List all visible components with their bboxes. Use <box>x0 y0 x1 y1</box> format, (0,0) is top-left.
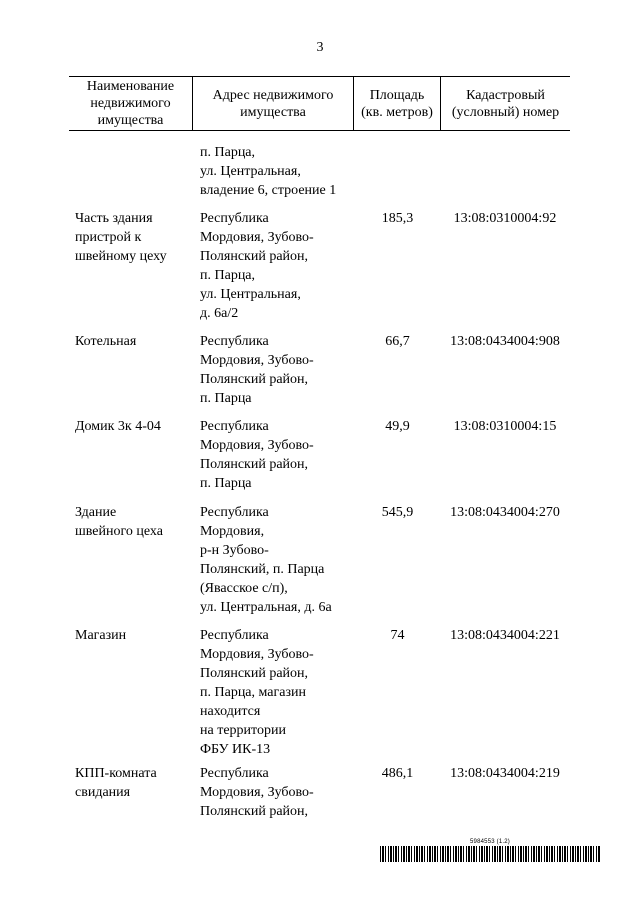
row-cadastral: 13:08:0434004:908 <box>450 334 560 349</box>
row-area: 66,7 <box>385 334 410 349</box>
row-cadastral: 13:08:0434004:219 <box>450 766 560 781</box>
row-name: КПП-комната свидания <box>75 766 157 800</box>
row-cadastral: 13:08:0434004:270 <box>450 505 560 520</box>
row-cadastral: 13:08:0310004:92 <box>453 211 557 226</box>
row-address: Республика Мордовия, р-н Зубово- Полянский, п. Парца (Явасское с/п), ул. Центральная, д. 6а <box>200 505 332 615</box>
row-name: Домик 3к 4-04 <box>75 419 161 434</box>
row-name: Котельная <box>75 334 137 349</box>
row-area: 185,3 <box>381 211 414 226</box>
row-area: 486,1 <box>381 766 414 781</box>
row-address: Республика Мордовия, Зубово- Полянский район, п. Парца <box>200 334 314 406</box>
row-name: Здание швейного цеха <box>75 505 163 539</box>
barcode-block <box>380 838 600 862</box>
row-cadastral: 13:08:0310004:15 <box>453 419 557 434</box>
row-cadastral: 13:08:0434004:221 <box>450 628 560 643</box>
barcode-icon <box>380 846 600 862</box>
header-cadastral: Кадастровый (условный) номер <box>451 87 560 120</box>
header-address: Адрес недвижимого имущества <box>212 87 334 120</box>
header-name: Наименование недвижимого имущества <box>86 79 175 128</box>
row-area: 545,9 <box>381 505 414 520</box>
page-number: 3 <box>316 40 324 55</box>
row-area: 49,9 <box>385 419 410 434</box>
table-header <box>69 76 570 131</box>
row-area: 74 <box>390 628 405 643</box>
row-address: Республика Мордовия, Зубово- Полянский район, п. Парца, магазин находится на территории ФБУ ИК-13 <box>200 628 314 757</box>
row-address: Республика Мордовия, Зубово- Полянский район, <box>200 766 314 819</box>
row-address: Республика Мордовия, Зубово- Полянский район, п. Парца <box>200 419 314 491</box>
row-address: п. Парца, ул. Центральная, владение 6, строение 1 <box>200 145 337 198</box>
row-address: Республика Мордовия, Зубово- Полянский район, п. Парца, ул. Центральная, д. 6а/2 <box>200 211 314 321</box>
row-name: Магазин <box>75 628 127 643</box>
barcode-number: 5984553 (1.2) <box>470 839 510 845</box>
header-area: Площадь (кв. метров) <box>361 87 433 120</box>
row-name: Часть здания пристрой к швейному цеху <box>75 211 167 264</box>
